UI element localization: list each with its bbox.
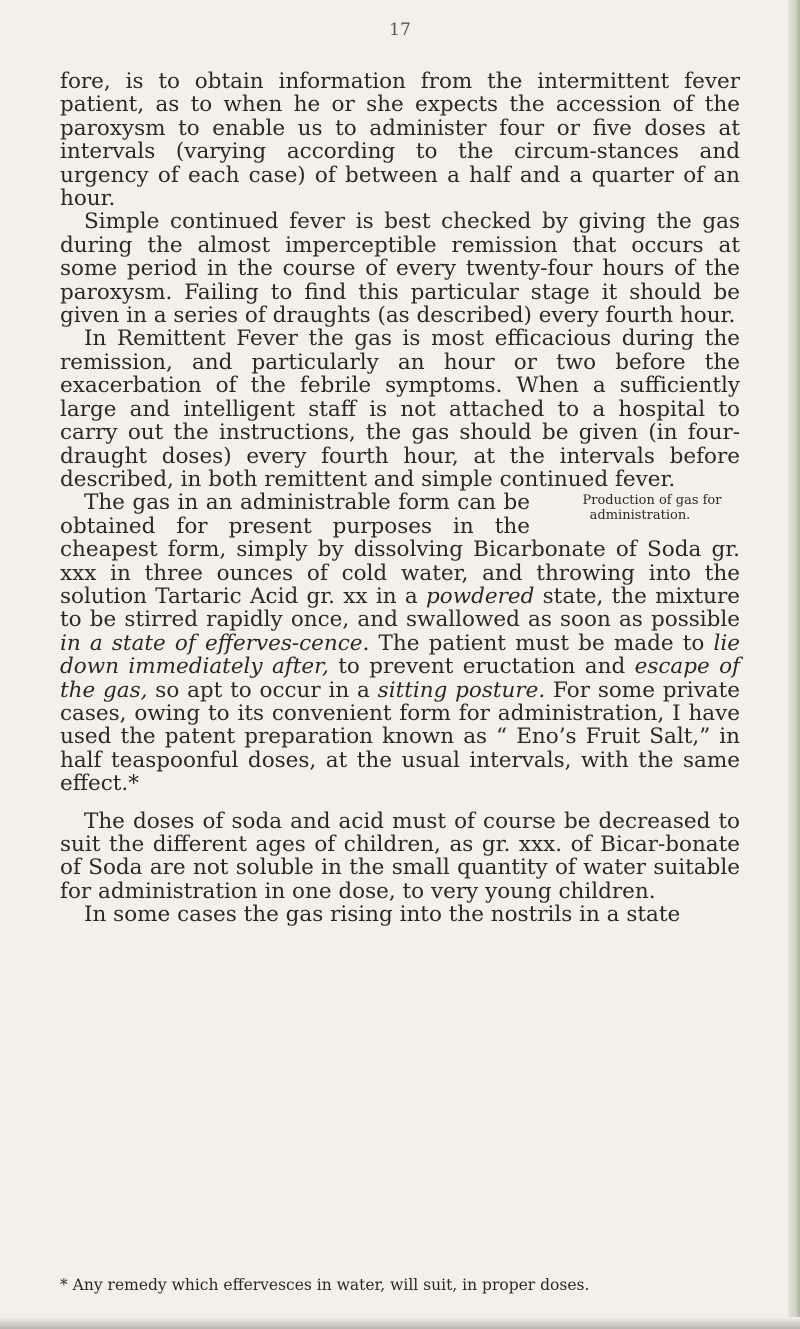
- paragraph-4-emphasis-4: escape of the gas,: [60, 654, 741, 703]
- paragraph-3: In Remittent Fever the gas is most efficacious during the remission, and particularly an hour or two before the exacerbation of the febrile symptoms. When a sufficiently large and intelligent staff is not attached to a hospital to carry out the instructions, the gas should be given (in four-draught doses) every fourth hour, at the intervals before described, in both remittent and simple continued fever.: [60, 326, 740, 492]
- footnote: * Any remedy which effervesces in water, will suit, in proper doses.: [60, 1276, 590, 1294]
- body-text: [60, 70, 740, 927]
- paragraph-4-text-c: The patient must be made to: [369, 630, 714, 656]
- paragraph-6: In some cases the gas rising into the nostrils in a state: [84, 902, 681, 928]
- paragraph-4-text-a: The gas in an administrable form can be obtained for present purposes in the cheapest form, simply by dissolving Bicarbonate of Soda gr. xxx in three ounces of cold water, and throwing into the solution Tartaric Acid gr. xx in a: [60, 490, 740, 609]
- paragraph-1: fore, is to obtain information from the intermittent fever patient, as to when he or she expects the accession of the paroxysm to enable us to administer four or five doses at intervals (varying according to the circum-stances and urgency of each case) of between a half and a quarter of an hour.: [60, 69, 740, 212]
- page-edge-shadow: [788, 0, 800, 1329]
- paragraph-4-emphasis-3: lie down immediately after,: [60, 630, 740, 680]
- paragraph-4-text-b: state, the mixture to be stirred rapidly once, and swallowed as soon as possible: [60, 583, 741, 633]
- paragraph-4-emphasis-5: sitting posture.: [377, 677, 546, 703]
- margin-note: Production of gas for administration.: [582, 493, 722, 524]
- paragraph-5: The doses of soda and acid must of course be decreased to suit the different ages of children, as gr. xxx. of Bicar-bonate of Soda are not soluble in the small quantity of water suitable for administration in one dose, to very young children.: [60, 808, 740, 904]
- paragraph-4-text-d: to prevent eructation and: [328, 654, 635, 680]
- paragraph-4-text-f: For some private cases, owing to its convenient form for administration, I have used the patent preparation known as “ Eno’s Fruit Salt,” in half teaspoonful doses, at the usual intervals, with the same effect.*: [60, 677, 740, 797]
- paragraph-4-emphasis-2: in a state of efferves-cence.: [60, 630, 370, 656]
- page-number: 17: [389, 20, 411, 40]
- paragraph-4-emphasis-1: powdered: [425, 583, 535, 609]
- page-bottom-edge: [0, 1317, 800, 1329]
- paragraph-4-text-e: so apt to occur in a: [147, 677, 378, 703]
- paragraph-4: [60, 491, 740, 795]
- paragraph-2: Simple continued fever is best checked by giving the gas during the almost imperceptible remission that occurs at some period in the course of every twenty-four hours of the paroxysm. Failing to find this particular stage it should be given in a series of draughts (as described) every fourth hour.: [60, 209, 740, 329]
